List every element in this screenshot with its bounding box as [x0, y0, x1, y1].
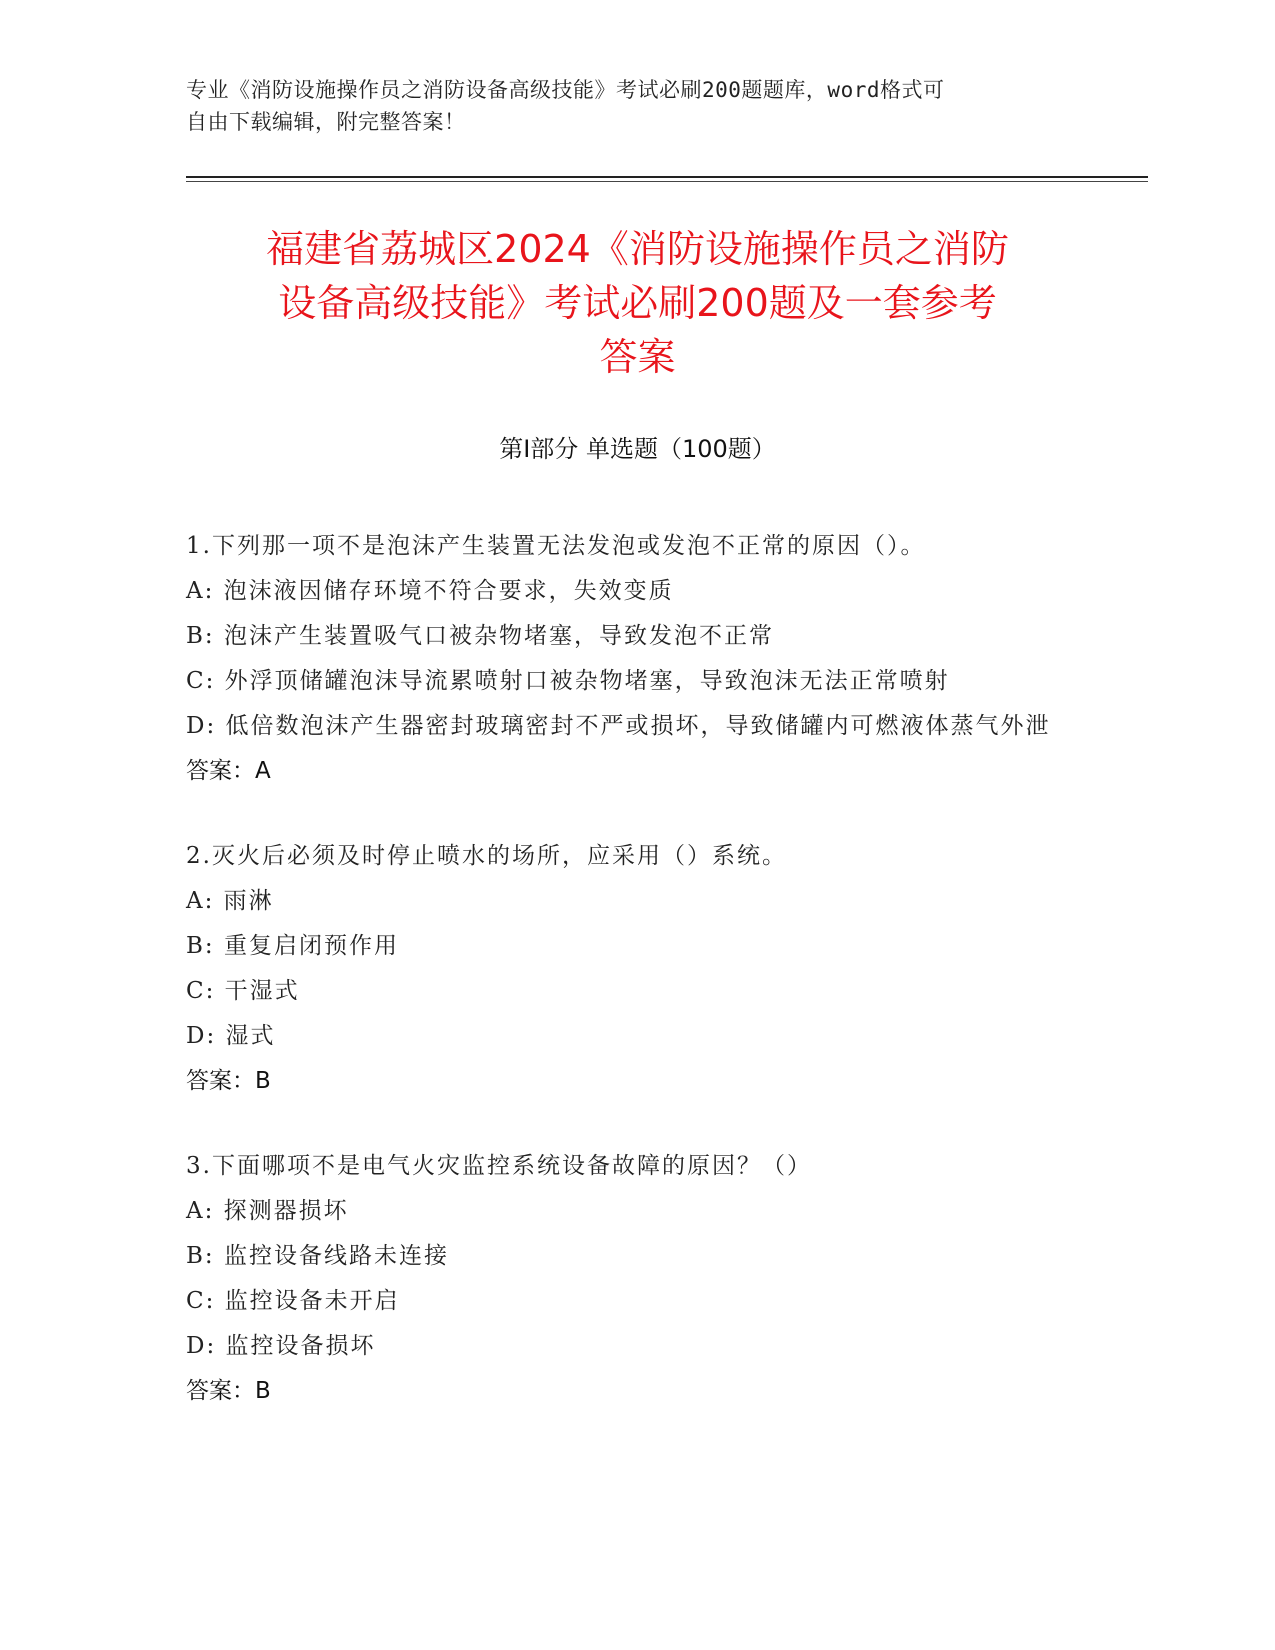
question-stem: 3.下面哪项不是电气火灾监控系统设备故障的原因？（） — [186, 1153, 812, 1179]
option-d: D: 湿式 — [186, 1023, 276, 1049]
question-list — [186, 524, 1086, 1454]
answer: 答案：B — [186, 1068, 271, 1094]
option-c: C: 干湿式 — [186, 978, 300, 1004]
question-3 — [186, 1144, 1086, 1414]
option-b: B: 监控设备线路未连接 — [186, 1243, 449, 1269]
option-a: A: 雨淋 — [186, 888, 274, 914]
question-2 — [186, 834, 1086, 1104]
header-divider-thick — [186, 176, 1148, 178]
option-c: C: 监控设备未开启 — [186, 1288, 400, 1314]
title-line-1: 福建省荔城区2024《消防设施操作员之消防 — [266, 227, 1009, 271]
question-stem: 1.下列那一项不是泡沫产生装置无法发泡或发泡不正常的原因（）。 — [186, 533, 926, 559]
option-d: D: 低倍数泡沫产生器密封玻璃密封不严或损坏，导致储罐内可燃液体蒸气外泄 — [186, 713, 1051, 739]
header-note — [186, 74, 1086, 138]
header-note-line-2: 自由下载编辑，附完整答案！ — [186, 110, 466, 134]
question-1 — [186, 524, 1086, 794]
option-d: D: 监控设备损坏 — [186, 1333, 376, 1359]
header-note-line-1: 专业《消防设施操作员之消防设备高级技能》考试必刷200题题库，word格式可 — [186, 78, 945, 102]
option-b: B: 泡沫产生装置吸气口被杂物堵塞，导致发泡不正常 — [186, 623, 774, 649]
answer: 答案：A — [186, 758, 271, 784]
option-a: A: 泡沫液因储存环境不符合要求，失效变质 — [186, 578, 674, 604]
title-line-3: 答案 — [599, 335, 676, 379]
header-divider-thin — [186, 181, 1148, 182]
section-title: 第Ⅰ部分 单选题（100题） — [499, 435, 776, 463]
title-line-2: 设备高级技能》考试必刷200题及一套参考 — [278, 281, 997, 325]
answer: 答案：B — [186, 1378, 271, 1404]
option-b: B: 重复启闭预作用 — [186, 933, 399, 959]
option-c: C: 外浮顶储罐泡沫导流累喷射口被杂物堵塞，导致泡沫无法正常喷射 — [186, 668, 950, 694]
document-title — [150, 222, 1125, 384]
option-a: A: 探测器损坏 — [186, 1198, 349, 1224]
question-stem: 2.灭火后必须及时停止喷水的场所，应采用（）系统。 — [186, 843, 787, 869]
